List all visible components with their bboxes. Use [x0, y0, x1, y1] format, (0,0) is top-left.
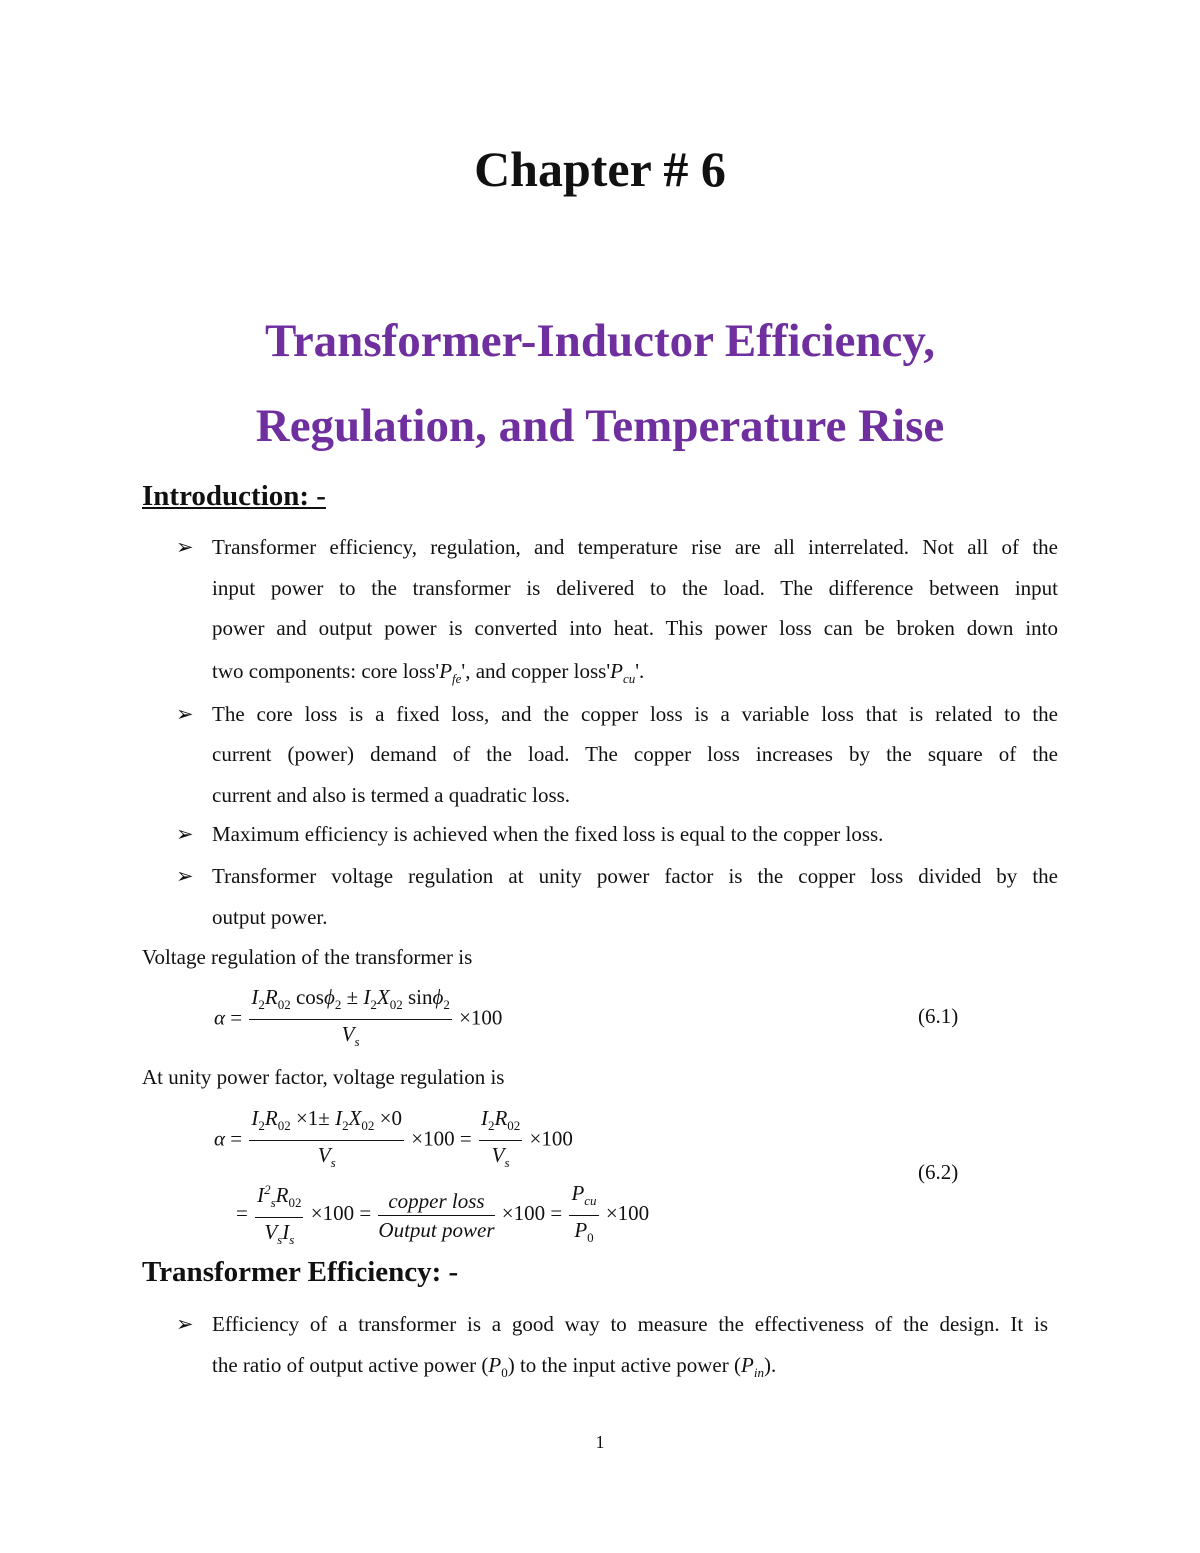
text-line: Efficiency of a transformer is a good way to measure the effectiveness of the design. It is — [212, 1312, 1048, 1336]
arrow-bullet-icon: ➢ — [176, 864, 194, 888]
equation-number: (6.2) — [918, 1160, 959, 1184]
unity-power-factor-text: At unity power factor, voltage regulation is — [142, 1065, 505, 1089]
equation-6-1: α = $\frac{I_2R_{02} \cos\phi_2 \pm I_2X_{02} \sin\phi_2}{V_s}$ ×100 — [214, 985, 503, 1049]
text-line: current (power) demand of the load. The copper loss increases by the square of the — [212, 742, 1058, 766]
arrow-bullet-icon: ➢ — [176, 535, 194, 559]
text-line: Transformer efficiency, regulation, and temperature rise are all interrelated. Not all of the — [212, 535, 1058, 559]
text-line: Maximum efficiency is achieved when the fixed loss is equal to the copper loss. — [212, 822, 884, 846]
text-fragment: ) to the input active power ( — [507, 1353, 741, 1377]
text-fragment: ). — [763, 1353, 777, 1377]
voltage-regulation-text: Voltage regulation of the transformer is — [142, 945, 473, 969]
text-fragment: two components: core loss — [212, 659, 436, 683]
text-line: the ratio of output active power $(P_0)$ to the input active power $(P_{in})$. — [212, 1353, 777, 1380]
chapter-heading: Chapter # 6 — [474, 141, 726, 197]
text-line: power and output power is converted into heat. This power loss can be broken down into — [212, 616, 1058, 640]
arrow-bullet-icon: ➢ — [176, 1312, 194, 1336]
text-line: input power to the transformer is delivered to the load. The difference between input — [212, 576, 1058, 600]
text-line: current and also is termed a quadratic loss. — [212, 783, 571, 807]
equation-6-2-line-2: = $\frac{I^2_sR_{02}}{V_sI_s}$ ×100 = $\frac{\text{copper loss}}{\text{Output power}}$ ×100 = $\frac{P_{cu}}{P_0}$ ×100 — [236, 1176, 649, 1254]
introduction-heading: Introduction: - — [142, 480, 326, 512]
text-line: Transformer voltage regulation at unity power factor is the copper loss divided by the — [212, 864, 1058, 888]
copper-loss-term: copper loss — [378, 1187, 494, 1216]
chapter-title-line-1: Transformer-Inductor Efficiency, — [264, 315, 936, 367]
transformer-efficiency-heading: Transformer Efficiency: - — [142, 1256, 459, 1288]
text-line: two components: core $loss'P_{fe}'$, and copper $loss'P_{cu}'$. — [212, 659, 645, 686]
page-number: 1 — [595, 1432, 605, 1452]
equation-number: (6.1) — [918, 1004, 959, 1028]
text-line: output power. — [212, 905, 328, 929]
text-line: The core loss is a fixed loss, and the copper loss is a variable loss that is related to the — [212, 702, 1058, 726]
arrow-bullet-icon: ➢ — [176, 822, 194, 846]
text-fragment: the ratio of output active power ( — [212, 1353, 489, 1377]
output-power-term: Output power — [378, 1217, 495, 1242]
chapter-title-line-2: Regulation, and Temperature Rise — [255, 400, 945, 452]
text-fragment: . — [639, 659, 645, 683]
arrow-bullet-icon: ➢ — [176, 702, 194, 726]
text-fragment: , and copper loss — [465, 659, 607, 683]
equation-6-2-line-1: α = $\frac{I_2R_{02} \times 1\pm I_2X_{02} \times 0}{V_s}$ ×100 = $\frac{I_2R_{02}}{V_s}$ ×100 — [214, 1106, 573, 1170]
